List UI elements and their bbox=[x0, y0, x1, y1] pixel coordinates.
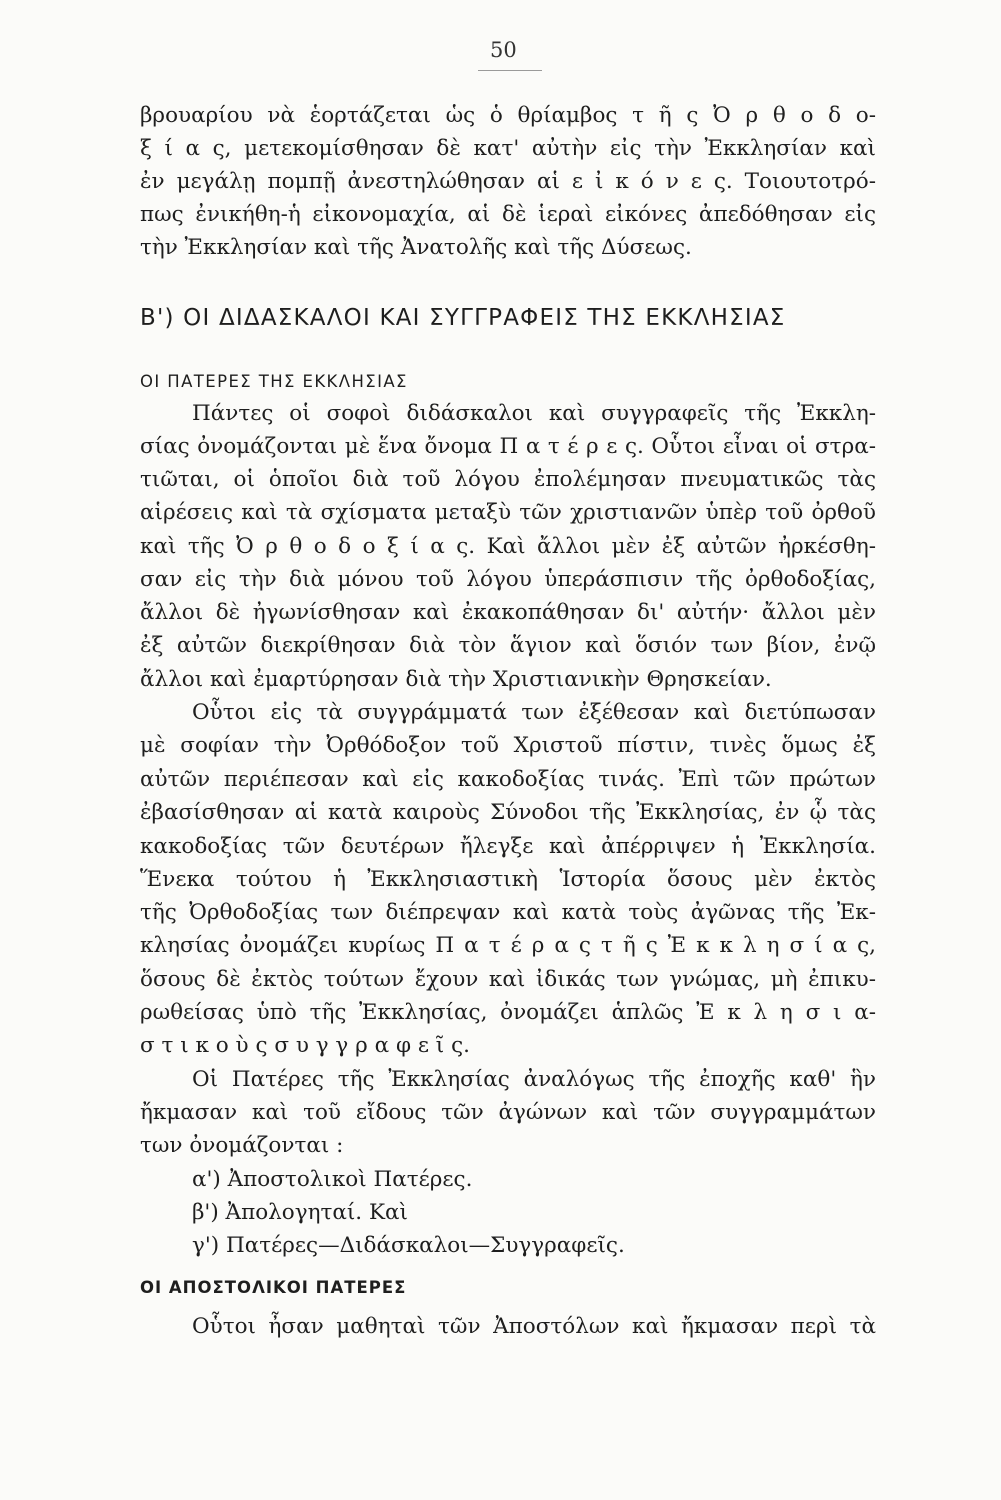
text-line: ἐβασίσθησαν αἱ κατὰ καιροὺς Σύνοδοι τῆς Ἐκκλησίας, ἐν ᾧ τὰς bbox=[140, 800, 876, 825]
text-line: κακοδοξίας τῶν δευτέρων ἤλεγξε καὶ ἀπέρριψεν ἡ Ἐκκλησία. bbox=[140, 834, 876, 859]
text-line: κλησίας ὀνομάζει κυρίως Π α τ έ ρ α ς τ ῆ ς Ἐ κ κ λ η σ ί α ς, bbox=[140, 933, 876, 958]
text-line: βρουαρίου νὰ ἑορτάζεται ὡς ὁ θρίαμβος τ ῆ ς Ὀ ρ θ ο δ ο- bbox=[140, 103, 876, 128]
text-line: ὅσους δὲ ἐκτὸς τούτων ἔχουν καὶ ἰδικάς των γνώμας, μὴ ἐπικυ- bbox=[140, 967, 876, 992]
text-line: ρωθείσας ὑπὸ τῆς Ἐκκλησίας, ὀνομάζει ἁπλῶς Ἐ κ λ η σ ι α- bbox=[140, 1000, 876, 1025]
text-line: ἤκμασαν καὶ τοῦ εἴδους τῶν ἀγώνων καὶ τῶν συγγραμμάτων bbox=[140, 1100, 876, 1125]
list-item: γ') Πατέρες—Διδάσκαλοι—Συγγραφεῖς. bbox=[192, 1233, 625, 1258]
text-line: σίας ὀνομάζονται μὲ ἕνα ὄνομα Π α τ έ ρ ε ς. Οὗτοι εἶναι οἱ στρα- bbox=[140, 434, 876, 459]
list-item: α') Ἀποστολικοὶ Πατέρες. bbox=[192, 1167, 473, 1192]
text-line: τῆς Ὀρθοδοξίας των διέπρεψαν καὶ κατὰ τοὺς ἀγῶνας τῆς Ἐκ- bbox=[140, 900, 876, 925]
text-line: αἱρέσεις καὶ τὰ σχίσματα μεταξὺ τῶν χριστιανῶν ὑπὲρ τοῦ ὀρθοῦ bbox=[140, 500, 876, 525]
text-line: ξ ί α ς, μετεκομίσθησαν δὲ κατ' αὐτὴν εἰς τὴν Ἐκκλησίαν καὶ bbox=[140, 136, 876, 161]
page-number-rule bbox=[478, 70, 542, 71]
text-line: ἄλλοι καὶ ἐμαρτύρησαν διὰ τὴν Χριστιανικὴν Θρησκείαν. bbox=[140, 667, 772, 692]
text-line: ἄλλοι δὲ ἠγωνίσθησαν καὶ ἐκακοπάθησαν δι' αὐτήν· ἄλλοι μὲν bbox=[140, 600, 876, 625]
text-line: καὶ τῆς Ὀ ρ θ ο δ ο ξ ί α ς. Καὶ ἄλλοι μὲν ἐξ αὐτῶν ἠρκέσθη- bbox=[140, 534, 876, 559]
text-line: Οὗτοι ἦσαν μαθηταὶ τῶν Ἀποστόλων καὶ ἤκμασαν περὶ τὰ bbox=[192, 1314, 876, 1339]
text-line: Πάντες οἱ σοφοὶ διδάσκαλοι καὶ συγγραφεῖς τῆς Ἐκκλη- bbox=[192, 401, 876, 426]
text-line: Οἱ Πατέρες τῆς Ἐκκλησίας ἀναλόγως τῆς ἐποχῆς καθ' ἣν bbox=[192, 1067, 876, 1092]
text-line: σαν εἰς τὴν διὰ μόνου τοῦ λόγου ὑπεράσπισιν τῆς ὀρθοδοξίας, bbox=[140, 567, 876, 592]
text-line: Οὗτοι εἰς τὰ συγγράμματά των ἐξέθεσαν καὶ διετύπωσαν bbox=[192, 700, 876, 725]
subheading-apostolic-fathers: ΟΙ ΑΠΟΣΤΟΛΙΚΟΙ ΠΑΤΕΡΕΣ bbox=[140, 1278, 407, 1297]
text-line: των ὀνομάζονται : bbox=[140, 1133, 344, 1158]
text-line: αὐτῶν περιέπεσαν καὶ εἰς κακοδοξίας τινάς. Ἐπὶ τῶν πρώτων bbox=[140, 767, 876, 792]
section-heading: Β') ΟΙ ΔΙΔΑΣΚΑΛΟΙ ΚΑΙ ΣΥΓΓΡΑΦΕΙΣ ΤΗΣ ΕΚΚΛΗΣΙΑΣ bbox=[140, 305, 786, 331]
text-line: τιῶται, οἱ ὁποῖοι διὰ τοῦ λόγου ἐπολέμησαν πνευματικῶς τὰς bbox=[140, 467, 876, 492]
text-line: ἐν μεγάλῃ πομπῇ ἀνεστηλώθησαν αἱ ε ἰ κ ό ν ε ς. Τοιουτοτρό- bbox=[140, 169, 876, 194]
text-line: πως ἐνικήθη-ἡ εἰκονομαχία, αἱ δὲ ἱεραὶ εἰκόνες ἀπεδόθησαν εἰς bbox=[140, 202, 876, 227]
text-line: τὴν Ἐκκλησίαν καὶ τῆς Ἀνατολῆς καὶ τῆς Δύσεως. bbox=[140, 235, 692, 260]
page-number: 50 bbox=[490, 38, 517, 62]
text-line: Ἕνεκα τούτου ἡ Ἐκκλησιαστικὴ Ἱστορία ὅσους μὲν ἐκτὸς bbox=[140, 867, 876, 892]
list-item: β') Ἀπολογηταί. Καὶ bbox=[192, 1200, 408, 1225]
subheading-fathers: ΟΙ ΠΑΤΕΡΕΣ ΤΗΣ ΕΚΚΛΗΣΙΑΣ bbox=[140, 372, 408, 391]
text-line: ἐξ αὐτῶν διεκρίθησαν διὰ τὸν ἅγιον καὶ ὅσιόν των βίον, ἐνῷ bbox=[140, 633, 876, 658]
text-line: μὲ σοφίαν τὴν Ὀρθόδοξον τοῦ Χριστοῦ πίστιν, τινὲς ὅμως ἐξ bbox=[140, 733, 876, 758]
text-line: σ τ ι κ ο ὺ ς σ υ γ γ ρ α φ ε ῖ ς. bbox=[140, 1033, 470, 1058]
